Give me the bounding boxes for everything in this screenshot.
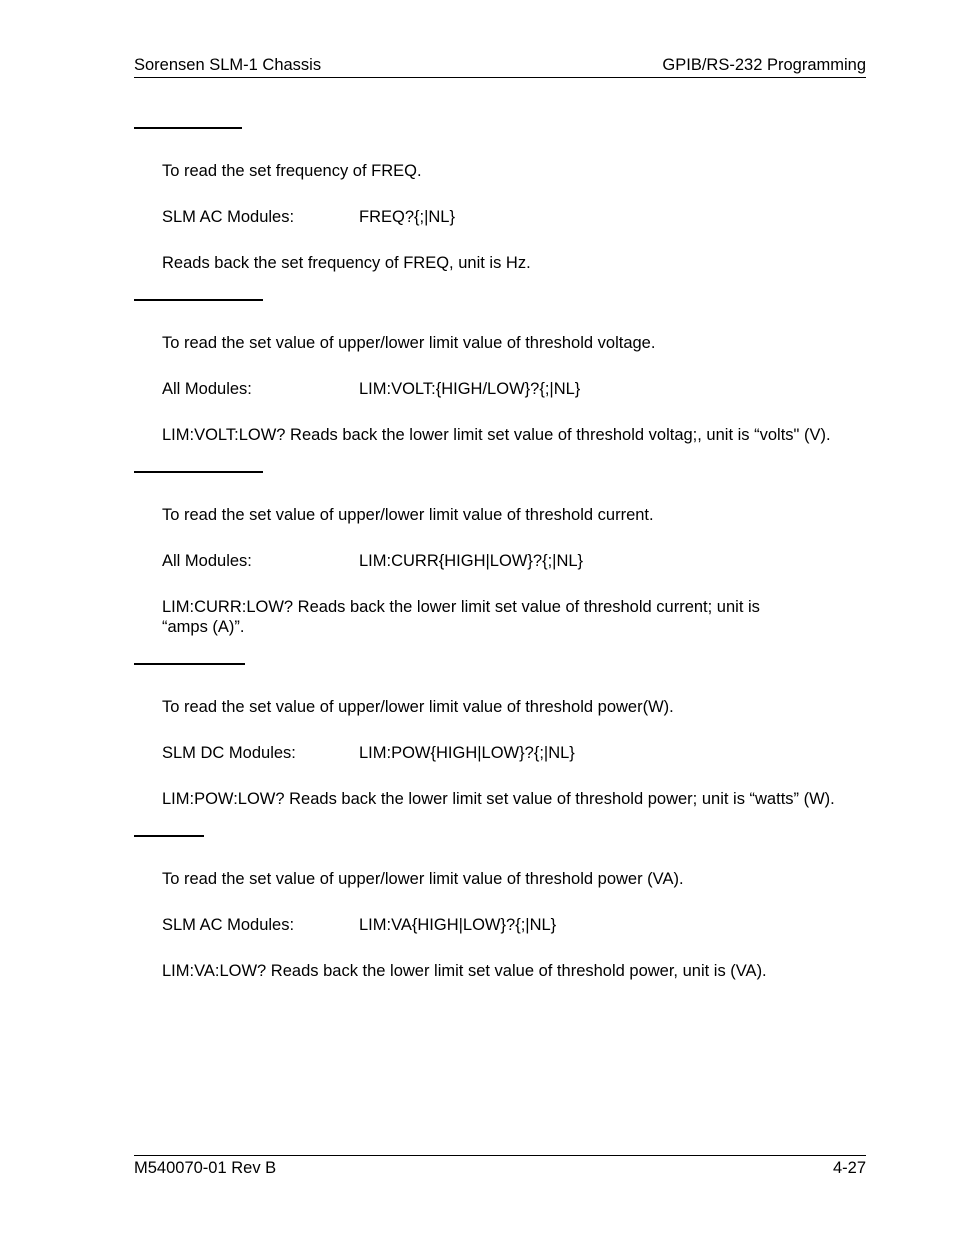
page-footer [134, 1155, 866, 1180]
section-title-rule [134, 663, 245, 665]
header-right: GPIB/RS-232 Programming [662, 56, 866, 74]
section-title-rule [134, 471, 263, 473]
section-modules: SLM AC Modules: [162, 208, 295, 226]
page-header [134, 56, 866, 78]
section-response: LIM:CURR:LOW? Reads back the lower limit set value of threshold current; unit is [162, 598, 760, 616]
section-title-rule [134, 299, 263, 301]
section-response: LIM:VA:LOW? Reads back the lower limit set value of threshold power, unit is (VA). [162, 962, 767, 980]
section-purpose: To read the set value of upper/lower limit value of threshold voltage. [162, 334, 656, 352]
section-syntax: FREQ?{;|NL} [359, 208, 455, 226]
section-response: LIM:POW:LOW? Reads back the lower limit set value of threshold power; unit is “watts” (W). [162, 790, 835, 808]
header-left: Sorensen SLM-1 Chassis [134, 56, 322, 74]
footer-page-number: 4-27 [832, 1159, 866, 1177]
section-modules: SLM DC Modules: [162, 744, 296, 762]
section-purpose: To read the set value of upper/lower limit value of threshold power (VA). [162, 870, 684, 888]
section-purpose: To read the set frequency of FREQ. [162, 162, 422, 180]
footer-doc-number: M540070-01 Rev B [134, 1159, 277, 1177]
section-title-rule [134, 835, 204, 837]
section-response: LIM:VOLT:LOW? Reads back the lower limit set value of threshold voltag;, unit is “volts" (V). [162, 426, 831, 444]
section-syntax: LIM:VA{HIGH|LOW}?{;|NL} [359, 916, 557, 934]
section-purpose: To read the set value of upper/lower limit value of threshold current. [162, 506, 654, 524]
section-syntax: LIM:CURR{HIGH|LOW}?{;|NL} [359, 552, 584, 570]
section-syntax: LIM:POW{HIGH|LOW}?{;|NL} [359, 744, 575, 762]
section-response: Reads back the set frequency of FREQ, unit is Hz. [162, 254, 531, 272]
section-title-rule [134, 127, 242, 129]
section-syntax: LIM:VOLT:{HIGH/LOW}?{;|NL} [359, 380, 581, 398]
section-modules: All Modules: [162, 380, 252, 398]
section-modules: SLM AC Modules: [162, 916, 295, 934]
section-purpose: To read the set value of upper/lower limit value of threshold power(W). [162, 698, 674, 716]
section-response: “amps (A)”. [162, 618, 245, 636]
section-modules: All Modules: [162, 552, 252, 570]
